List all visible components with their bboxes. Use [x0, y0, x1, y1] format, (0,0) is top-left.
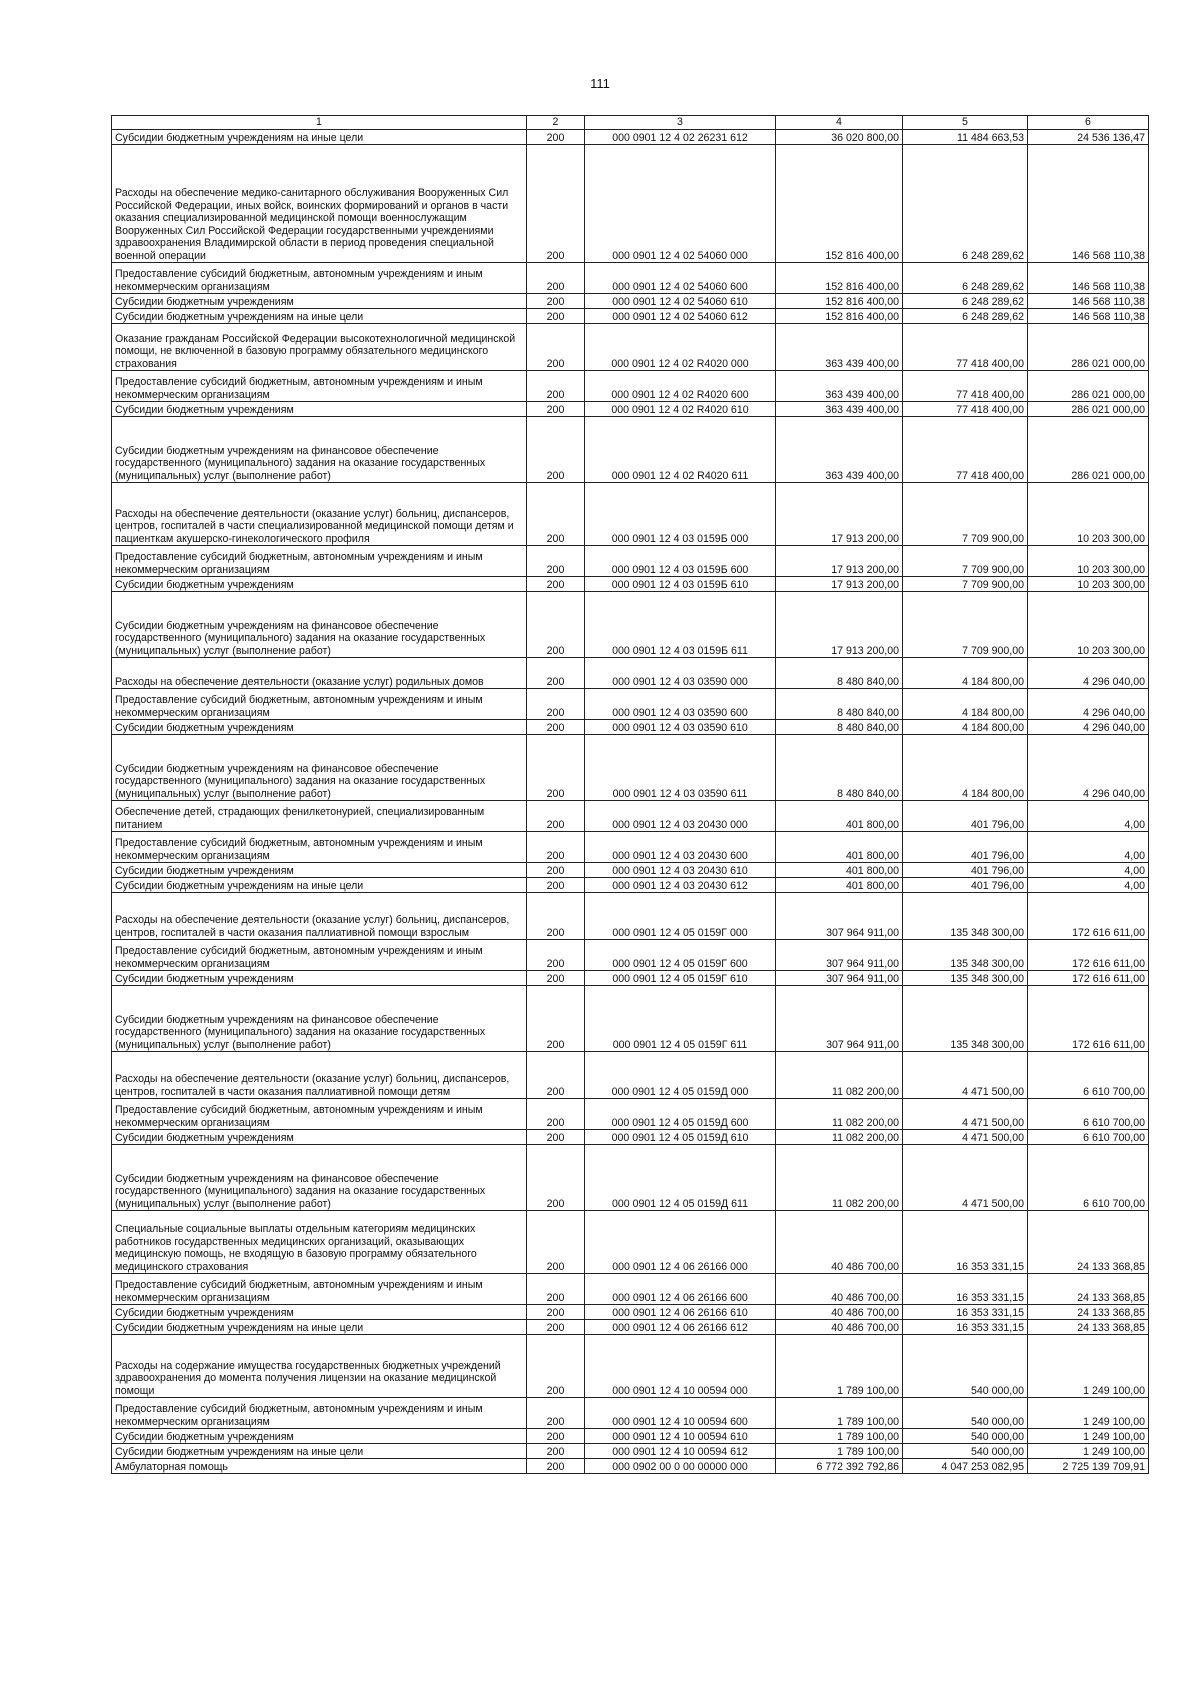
- row-remaining-amount: 146 568 110,38: [1028, 309, 1149, 324]
- row-executed-amount: 4 471 500,00: [903, 1099, 1028, 1130]
- row-budget-code: 000 0901 12 4 05 0159Д 600: [585, 1099, 776, 1130]
- row-admin-code: 200: [527, 324, 585, 371]
- row-executed-amount: 4 047 253 082,95: [903, 1459, 1028, 1474]
- row-budget-code: 000 0901 12 4 02 R4020 600: [585, 371, 776, 402]
- table-row: [112, 971, 1149, 986]
- row-description: Субсидии бюджетным учреждениям: [112, 294, 527, 309]
- row-executed-amount: 6 248 289,62: [903, 263, 1028, 294]
- row-approved-amount: 401 800,00: [776, 801, 903, 832]
- row-approved-amount: 40 486 700,00: [776, 1305, 903, 1320]
- row-executed-amount: 4 471 500,00: [903, 1130, 1028, 1145]
- row-approved-amount: 363 439 400,00: [776, 324, 903, 371]
- row-executed-amount: 401 796,00: [903, 878, 1028, 893]
- table-row: [112, 863, 1149, 878]
- row-budget-code: 000 0901 12 4 05 0159Д 000: [585, 1052, 776, 1099]
- row-remaining-amount: 4,00: [1028, 878, 1149, 893]
- row-budget-code: 000 0901 12 4 10 00594 000: [585, 1335, 776, 1398]
- row-executed-amount: 16 353 331,15: [903, 1274, 1028, 1305]
- table-row: [112, 720, 1149, 735]
- table-row: [112, 402, 1149, 417]
- row-description: Расходы на обеспечение деятельности (оказание услуг) родильных домов: [112, 658, 527, 689]
- row-approved-amount: 40 486 700,00: [776, 1211, 903, 1274]
- row-description: Расходы на обеспечение деятельности (оказание услуг) больниц, диспансеров, центров, госпиталей в части специализированной медицинской помощи детям и пациенткам акушерско-гинекологического профиля: [112, 483, 527, 546]
- row-remaining-amount: 6 610 700,00: [1028, 1145, 1149, 1211]
- row-approved-amount: 17 913 200,00: [776, 592, 903, 658]
- table-row: [112, 735, 1149, 801]
- row-budget-code: 000 0901 12 4 05 0159Г 610: [585, 971, 776, 986]
- row-executed-amount: 16 353 331,15: [903, 1211, 1028, 1274]
- column-header: 6: [1028, 116, 1149, 130]
- row-budget-code: 000 0901 12 4 02 R4020 000: [585, 324, 776, 371]
- row-approved-amount: 17 913 200,00: [776, 546, 903, 577]
- row-admin-code: 200: [527, 263, 585, 294]
- row-approved-amount: 11 082 200,00: [776, 1130, 903, 1145]
- row-admin-code: 200: [527, 546, 585, 577]
- row-budget-code: 000 0901 12 4 05 0159Д 611: [585, 1145, 776, 1211]
- row-description: Расходы на обеспечение медико-санитарного обслуживания Вооруженных Сил Российской Федерации, иных войск, воинских формирований и органов в части оказания специализированной медицинской помощи военнослужащим Вооруженных Сил Российской Федерации государственными учреждениями здравоохранения Владимирской области в период проведения специальной военной операции: [112, 145, 527, 263]
- table-row: [112, 1398, 1149, 1429]
- row-approved-amount: 307 964 911,00: [776, 893, 903, 940]
- row-executed-amount: 4 471 500,00: [903, 1145, 1028, 1211]
- row-approved-amount: 11 082 200,00: [776, 1145, 903, 1211]
- row-budget-code: 000 0901 12 4 05 0159Д 610: [585, 1130, 776, 1145]
- row-admin-code: 200: [527, 1429, 585, 1444]
- row-approved-amount: 363 439 400,00: [776, 371, 903, 402]
- row-admin-code: 200: [527, 309, 585, 324]
- row-description: Расходы на содержание имущества государственных бюджетных учреждений здравоохранения до момента получения лицензии на оказание медицинской помощи: [112, 1335, 527, 1398]
- row-admin-code: 200: [527, 1211, 585, 1274]
- row-executed-amount: 16 353 331,15: [903, 1320, 1028, 1335]
- row-approved-amount: 401 800,00: [776, 878, 903, 893]
- row-admin-code: 200: [527, 130, 585, 145]
- row-executed-amount: 135 348 300,00: [903, 971, 1028, 986]
- row-executed-amount: 77 418 400,00: [903, 402, 1028, 417]
- row-admin-code: 200: [527, 893, 585, 940]
- row-executed-amount: 6 248 289,62: [903, 294, 1028, 309]
- row-approved-amount: 1 789 100,00: [776, 1335, 903, 1398]
- row-approved-amount: 17 913 200,00: [776, 483, 903, 546]
- row-budget-code: 000 0901 12 4 06 26166 000: [585, 1211, 776, 1274]
- row-admin-code: 200: [527, 863, 585, 878]
- row-admin-code: 200: [527, 1444, 585, 1459]
- row-approved-amount: 401 800,00: [776, 832, 903, 863]
- table-row: [112, 1145, 1149, 1211]
- row-budget-code: 000 0901 12 4 02 R4020 611: [585, 417, 776, 483]
- row-executed-amount: 11 484 663,53: [903, 130, 1028, 145]
- table-row: [112, 1211, 1149, 1274]
- table-row: [112, 1429, 1149, 1444]
- row-approved-amount: 1 789 100,00: [776, 1398, 903, 1429]
- row-budget-code: 000 0901 12 4 05 0159Г 000: [585, 893, 776, 940]
- row-remaining-amount: 24 133 368,85: [1028, 1320, 1149, 1335]
- table-row: [112, 940, 1149, 971]
- row-remaining-amount: 4 296 040,00: [1028, 658, 1149, 689]
- row-budget-code: 000 0901 12 4 03 20430 612: [585, 878, 776, 893]
- row-description: Предоставление субсидий бюджетным, автономным учреждениям и иным некоммерческим организациям: [112, 263, 527, 294]
- row-approved-amount: 152 816 400,00: [776, 145, 903, 263]
- row-executed-amount: 135 348 300,00: [903, 986, 1028, 1052]
- row-description: Субсидии бюджетным учреждениям на финансовое обеспечение государственного (муниципального) задания на оказание государственных (муниципальных) услуг (выполнение работ): [112, 735, 527, 801]
- row-remaining-amount: 6 610 700,00: [1028, 1052, 1149, 1099]
- row-description: Специальные социальные выплаты отдельным категориям медицинских работников государственных медицинских организаций, оказывающих медицинскую помощь, не входящую в базовую программу обязательного медицинского страхования: [112, 1211, 527, 1274]
- row-budget-code: 000 0901 12 4 02 26231 612: [585, 130, 776, 145]
- row-executed-amount: 16 353 331,15: [903, 1305, 1028, 1320]
- row-admin-code: 200: [527, 371, 585, 402]
- row-remaining-amount: 172 616 611,00: [1028, 893, 1149, 940]
- row-description: Субсидии бюджетным учреждениям на финансовое обеспечение государственного (муниципального) задания на оказание государственных (муниципальных) услуг (выполнение работ): [112, 1145, 527, 1211]
- row-remaining-amount: 4 296 040,00: [1028, 720, 1149, 735]
- row-description: Предоставление субсидий бюджетным, автономным учреждениям и иным некоммерческим организациям: [112, 1274, 527, 1305]
- row-admin-code: 200: [527, 1130, 585, 1145]
- row-executed-amount: 401 796,00: [903, 863, 1028, 878]
- row-admin-code: 200: [527, 1099, 585, 1130]
- row-remaining-amount: 146 568 110,38: [1028, 263, 1149, 294]
- row-budget-code: 000 0901 12 4 02 54060 610: [585, 294, 776, 309]
- row-description: Предоставление субсидий бюджетным, автономным учреждениям и иным некоммерческим организациям: [112, 371, 527, 402]
- row-admin-code: 200: [527, 577, 585, 592]
- row-remaining-amount: 24 536 136,47: [1028, 130, 1149, 145]
- table-row: [112, 689, 1149, 720]
- row-admin-code: 200: [527, 483, 585, 546]
- row-executed-amount: 6 248 289,62: [903, 309, 1028, 324]
- row-remaining-amount: 1 249 100,00: [1028, 1429, 1149, 1444]
- row-admin-code: 200: [527, 1145, 585, 1211]
- row-description: Субсидии бюджетным учреждениям на иные цели: [112, 1444, 527, 1459]
- table-row: [112, 878, 1149, 893]
- table-row: [112, 1099, 1149, 1130]
- row-admin-code: 200: [527, 971, 585, 986]
- table-row: [112, 658, 1149, 689]
- table-body: [112, 130, 1149, 1474]
- row-remaining-amount: 1 249 100,00: [1028, 1444, 1149, 1459]
- row-budget-code: 000 0901 12 4 05 0159Г 600: [585, 940, 776, 971]
- row-budget-code: 000 0901 12 4 02 54060 600: [585, 263, 776, 294]
- row-budget-code: 000 0901 12 4 05 0159Г 611: [585, 986, 776, 1052]
- row-admin-code: 200: [527, 720, 585, 735]
- row-approved-amount: 307 964 911,00: [776, 971, 903, 986]
- row-budget-code: 000 0901 12 4 03 0159Б 611: [585, 592, 776, 658]
- row-description: Предоставление субсидий бюджетным, автономным учреждениям и иным некоммерческим организациям: [112, 546, 527, 577]
- row-approved-amount: 307 964 911,00: [776, 940, 903, 971]
- table-row: [112, 1444, 1149, 1459]
- row-description: Расходы на обеспечение деятельности (оказание услуг) больниц, диспансеров, центров, госпиталей в части оказания паллиативной помощи детям: [112, 1052, 527, 1099]
- row-admin-code: 200: [527, 801, 585, 832]
- row-approved-amount: 8 480 840,00: [776, 735, 903, 801]
- row-approved-amount: 152 816 400,00: [776, 309, 903, 324]
- row-admin-code: 200: [527, 1398, 585, 1429]
- row-remaining-amount: 172 616 611,00: [1028, 986, 1149, 1052]
- row-description: Субсидии бюджетным учреждениям: [112, 1130, 527, 1145]
- row-budget-code: 000 0901 12 4 03 03590 611: [585, 735, 776, 801]
- row-remaining-amount: 4,00: [1028, 832, 1149, 863]
- row-approved-amount: 40 486 700,00: [776, 1274, 903, 1305]
- row-executed-amount: 540 000,00: [903, 1335, 1028, 1398]
- table-row: [112, 483, 1149, 546]
- table-row: [112, 577, 1149, 592]
- row-executed-amount: 135 348 300,00: [903, 940, 1028, 971]
- row-executed-amount: 6 248 289,62: [903, 145, 1028, 263]
- row-description: Субсидии бюджетным учреждениям на финансовое обеспечение государственного (муниципального) задания на оказание государственных (муниципальных) услуг (выполнение работ): [112, 417, 527, 483]
- table-row: [112, 1274, 1149, 1305]
- row-executed-amount: 540 000,00: [903, 1398, 1028, 1429]
- table-row: [112, 1320, 1149, 1335]
- row-remaining-amount: 4,00: [1028, 801, 1149, 832]
- row-executed-amount: 4 184 800,00: [903, 689, 1028, 720]
- table-row: [112, 546, 1149, 577]
- row-description: Оказание гражданам Российской Федерации высокотехнологичной медицинской помощи, не включенной в базовую программу обязательного медицинского страхования: [112, 324, 527, 371]
- row-admin-code: 200: [527, 986, 585, 1052]
- row-admin-code: 200: [527, 735, 585, 801]
- row-budget-code: 000 0901 12 4 03 03590 610: [585, 720, 776, 735]
- row-executed-amount: 4 471 500,00: [903, 1052, 1028, 1099]
- table-row: [112, 1052, 1149, 1099]
- row-description: Субсидии бюджетным учреждениям на финансовое обеспечение государственного (муниципального) задания на оказание государственных (муниципальных) услуг (выполнение работ): [112, 592, 527, 658]
- row-remaining-amount: 2 725 139 709,91: [1028, 1459, 1149, 1474]
- row-executed-amount: 540 000,00: [903, 1444, 1028, 1459]
- row-description: Предоставление субсидий бюджетным, автономным учреждениям и иным некоммерческим организациям: [112, 689, 527, 720]
- row-admin-code: 200: [527, 1335, 585, 1398]
- row-admin-code: 200: [527, 592, 585, 658]
- row-executed-amount: 77 418 400,00: [903, 324, 1028, 371]
- row-admin-code: 200: [527, 658, 585, 689]
- row-executed-amount: 7 709 900,00: [903, 546, 1028, 577]
- table-row: [112, 1335, 1149, 1398]
- row-remaining-amount: 10 203 300,00: [1028, 546, 1149, 577]
- row-budget-code: 000 0902 00 0 00 00000 000: [585, 1459, 776, 1474]
- row-approved-amount: 8 480 840,00: [776, 658, 903, 689]
- row-budget-code: 000 0901 12 4 06 26166 600: [585, 1274, 776, 1305]
- row-remaining-amount: 6 610 700,00: [1028, 1099, 1149, 1130]
- row-description: Субсидии бюджетным учреждениям: [112, 863, 527, 878]
- row-admin-code: 200: [527, 417, 585, 483]
- table-row: [112, 592, 1149, 658]
- row-remaining-amount: 24 133 368,85: [1028, 1305, 1149, 1320]
- row-remaining-amount: 4,00: [1028, 863, 1149, 878]
- table-row: [112, 294, 1149, 309]
- page-number: 111: [590, 76, 610, 91]
- row-approved-amount: 6 772 392 792,86: [776, 1459, 903, 1474]
- table-row: [112, 324, 1149, 371]
- row-description: Субсидии бюджетным учреждениям: [112, 402, 527, 417]
- row-description: Субсидии бюджетным учреждениям: [112, 720, 527, 735]
- row-remaining-amount: 146 568 110,38: [1028, 145, 1149, 263]
- row-admin-code: 200: [527, 1274, 585, 1305]
- row-admin-code: 200: [527, 1320, 585, 1335]
- row-description: Субсидии бюджетным учреждениям на иные цели: [112, 130, 527, 145]
- table-row: [112, 801, 1149, 832]
- row-remaining-amount: 10 203 300,00: [1028, 483, 1149, 546]
- row-description: Субсидии бюджетным учреждениям на иные цели: [112, 1320, 527, 1335]
- row-description: Субсидии бюджетным учреждениям на иные цели: [112, 309, 527, 324]
- row-approved-amount: 40 486 700,00: [776, 1320, 903, 1335]
- row-executed-amount: 77 418 400,00: [903, 417, 1028, 483]
- row-description: Субсидии бюджетным учреждениям: [112, 1429, 527, 1444]
- row-description: Субсидии бюджетным учреждениям: [112, 577, 527, 592]
- row-approved-amount: 1 789 100,00: [776, 1429, 903, 1444]
- table-row: [112, 371, 1149, 402]
- row-admin-code: 200: [527, 1305, 585, 1320]
- row-remaining-amount: 286 021 000,00: [1028, 402, 1149, 417]
- table-row: [112, 986, 1149, 1052]
- row-budget-code: 000 0901 12 4 02 54060 000: [585, 145, 776, 263]
- row-approved-amount: 11 082 200,00: [776, 1099, 903, 1130]
- row-approved-amount: 363 439 400,00: [776, 417, 903, 483]
- row-executed-amount: 7 709 900,00: [903, 592, 1028, 658]
- row-executed-amount: 4 184 800,00: [903, 735, 1028, 801]
- row-executed-amount: 540 000,00: [903, 1429, 1028, 1444]
- row-executed-amount: 401 796,00: [903, 801, 1028, 832]
- column-header: 5: [903, 116, 1028, 130]
- row-description: Обеспечение детей, страдающих фенилкетонурией, специализированным питанием: [112, 801, 527, 832]
- row-remaining-amount: 286 021 000,00: [1028, 417, 1149, 483]
- table-row: [112, 145, 1149, 263]
- row-description: Субсидии бюджетным учреждениям: [112, 971, 527, 986]
- row-budget-code: 000 0901 12 4 03 20430 600: [585, 832, 776, 863]
- column-header: 2: [527, 116, 585, 130]
- table-row: [112, 893, 1149, 940]
- row-approved-amount: 363 439 400,00: [776, 402, 903, 417]
- table-row: [112, 309, 1149, 324]
- row-budget-code: 000 0901 12 4 06 26166 610: [585, 1305, 776, 1320]
- row-remaining-amount: 4 296 040,00: [1028, 689, 1149, 720]
- row-approved-amount: 307 964 911,00: [776, 986, 903, 1052]
- row-approved-amount: 36 020 800,00: [776, 130, 903, 145]
- row-budget-code: 000 0901 12 4 02 R4020 610: [585, 402, 776, 417]
- row-budget-code: 000 0901 12 4 06 26166 612: [585, 1320, 776, 1335]
- row-description: Субсидии бюджетным учреждениям: [112, 1305, 527, 1320]
- row-admin-code: 200: [527, 689, 585, 720]
- row-admin-code: 200: [527, 940, 585, 971]
- row-executed-amount: 7 709 900,00: [903, 483, 1028, 546]
- row-budget-code: 000 0901 12 4 02 54060 612: [585, 309, 776, 324]
- row-description: Амбулаторная помощь: [112, 1459, 527, 1474]
- budget-table: [111, 115, 1149, 1474]
- row-remaining-amount: 4 296 040,00: [1028, 735, 1149, 801]
- row-description: Расходы на обеспечение деятельности (оказание услуг) больниц, диспансеров, центров, госпиталей в части оказания паллиативной помощи взрослым: [112, 893, 527, 940]
- table-row: [112, 263, 1149, 294]
- row-budget-code: 000 0901 12 4 03 20430 610: [585, 863, 776, 878]
- row-approved-amount: 17 913 200,00: [776, 577, 903, 592]
- row-remaining-amount: 24 133 368,85: [1028, 1211, 1149, 1274]
- row-remaining-amount: 286 021 000,00: [1028, 371, 1149, 402]
- row-remaining-amount: 10 203 300,00: [1028, 592, 1149, 658]
- row-approved-amount: 401 800,00: [776, 863, 903, 878]
- row-admin-code: 200: [527, 1459, 585, 1474]
- row-budget-code: 000 0901 12 4 10 00594 600: [585, 1398, 776, 1429]
- row-admin-code: 200: [527, 878, 585, 893]
- row-executed-amount: 7 709 900,00: [903, 577, 1028, 592]
- row-budget-code: 000 0901 12 4 10 00594 612: [585, 1444, 776, 1459]
- row-approved-amount: 8 480 840,00: [776, 689, 903, 720]
- row-budget-code: 000 0901 12 4 03 03590 600: [585, 689, 776, 720]
- row-remaining-amount: 10 203 300,00: [1028, 577, 1149, 592]
- row-description: Предоставление субсидий бюджетным, автономным учреждениям и иным некоммерческим организациям: [112, 1398, 527, 1429]
- table-row: [112, 1130, 1149, 1145]
- row-description: Предоставление субсидий бюджетным, автономным учреждениям и иным некоммерческим организациям: [112, 832, 527, 863]
- row-remaining-amount: 146 568 110,38: [1028, 294, 1149, 309]
- column-header: 3: [585, 116, 776, 130]
- row-executed-amount: 135 348 300,00: [903, 893, 1028, 940]
- row-executed-amount: 401 796,00: [903, 832, 1028, 863]
- row-remaining-amount: 286 021 000,00: [1028, 324, 1149, 371]
- table-row: [112, 1459, 1149, 1474]
- row-remaining-amount: 172 616 611,00: [1028, 940, 1149, 971]
- row-description: Субсидии бюджетным учреждениям на иные цели: [112, 878, 527, 893]
- table-row: [112, 130, 1149, 145]
- row-approved-amount: 152 816 400,00: [776, 294, 903, 309]
- table-row: [112, 417, 1149, 483]
- row-approved-amount: 1 789 100,00: [776, 1444, 903, 1459]
- row-budget-code: 000 0901 12 4 03 0159Б 610: [585, 577, 776, 592]
- row-admin-code: 200: [527, 145, 585, 263]
- column-header: 4: [776, 116, 903, 130]
- row-admin-code: 200: [527, 1052, 585, 1099]
- row-approved-amount: 8 480 840,00: [776, 720, 903, 735]
- row-budget-code: 000 0901 12 4 03 20430 000: [585, 801, 776, 832]
- row-description: Предоставление субсидий бюджетным, автономным учреждениям и иным некоммерческим организациям: [112, 1099, 527, 1130]
- row-description: Предоставление субсидий бюджетным, автономным учреждениям и иным некоммерческим организациям: [112, 940, 527, 971]
- row-budget-code: 000 0901 12 4 10 00594 610: [585, 1429, 776, 1444]
- row-executed-amount: 4 184 800,00: [903, 658, 1028, 689]
- row-remaining-amount: 1 249 100,00: [1028, 1398, 1149, 1429]
- column-header: 1: [112, 116, 527, 130]
- row-remaining-amount: 24 133 368,85: [1028, 1274, 1149, 1305]
- row-admin-code: 200: [527, 294, 585, 309]
- row-remaining-amount: 172 616 611,00: [1028, 971, 1149, 986]
- row-executed-amount: 77 418 400,00: [903, 371, 1028, 402]
- table-row: [112, 832, 1149, 863]
- table-header-row: [112, 116, 1149, 130]
- row-budget-code: 000 0901 12 4 03 0159Б 600: [585, 546, 776, 577]
- row-executed-amount: 4 184 800,00: [903, 720, 1028, 735]
- row-remaining-amount: 6 610 700,00: [1028, 1130, 1149, 1145]
- row-description: Субсидии бюджетным учреждениям на финансовое обеспечение государственного (муниципального) задания на оказание государственных (муниципальных) услуг (выполнение работ): [112, 986, 527, 1052]
- row-remaining-amount: 1 249 100,00: [1028, 1335, 1149, 1398]
- row-admin-code: 200: [527, 402, 585, 417]
- row-approved-amount: 11 082 200,00: [776, 1052, 903, 1099]
- table-row: [112, 1305, 1149, 1320]
- row-budget-code: 000 0901 12 4 03 03590 000: [585, 658, 776, 689]
- row-admin-code: 200: [527, 832, 585, 863]
- row-approved-amount: 152 816 400,00: [776, 263, 903, 294]
- row-budget-code: 000 0901 12 4 03 0159Б 000: [585, 483, 776, 546]
